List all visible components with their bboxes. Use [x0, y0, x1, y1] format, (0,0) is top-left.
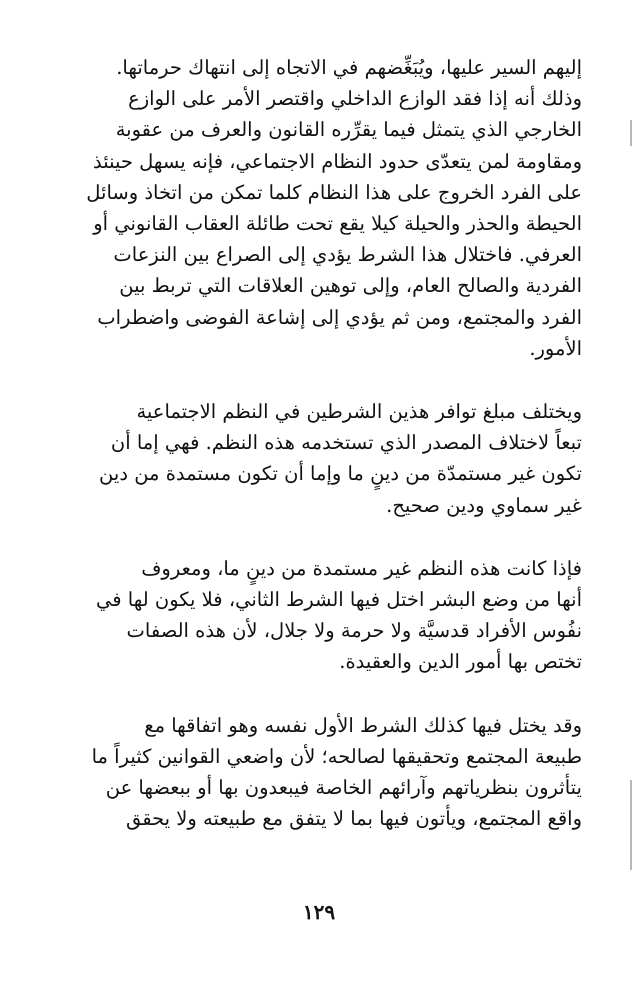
text-line: الحيطة والحذر والحيلة كيلا يقع تحت طائلة العقاب القانوني أو — [93, 212, 582, 236]
page-number: ١٢٩ — [302, 900, 336, 924]
paragraph-gap — [62, 521, 582, 553]
text-line: طبيعة المجتمع وتحقيقها لصالحه؛ لأن واضعي القوانين كثيراً ما — [91, 744, 582, 768]
text-line: واقع المجتمع، ويأتون فيها بما لا يتفق مع طبيعته ولا يحقق — [125, 807, 582, 831]
text-line: غير سماوي ودين صحيح. — [386, 493, 582, 517]
text-line: الفردية والصالح العام، وإلى توهين العلاقات التي تربط بين — [119, 274, 582, 298]
text-line: تختص بها أمور الدين والعقيدة. — [339, 650, 582, 674]
text-line: فإذا كانت هذه النظم غير مستمدة من دينٍ ما، ومعروف — [141, 556, 582, 580]
paragraph-2 — [62, 396, 582, 521]
text-line: إليهم السير عليها، ويُبَغِّضهم في الاتجاه إلى انتهاك حرماتها. — [116, 56, 582, 79]
text-line: تكون غير مستمدّة من دينٍ ما وإما أن تكون مستمدة من دين — [99, 462, 582, 486]
paragraph-3 — [62, 553, 582, 678]
text-line: تبعاً لاختلاف المصدر الذي تستخدمه هذه النظم. فهي إما أن — [110, 431, 582, 455]
paragraph-gap — [62, 678, 582, 710]
text-line: يتأثرون بنظرياتهم وآرائهم الخاصة فيبعدون بها أو ببعضها عن — [105, 776, 582, 800]
paragraph-1 — [62, 52, 582, 364]
text-line: الفرد والمجتمع، ومن ثم يؤدي إلى إشاعة الفوضى واضطراب — [97, 305, 582, 329]
scan-edge-mark — [630, 120, 632, 146]
text-line: ويختلف مبلغ توافر هذين الشرطين في النظم الاجتماعية — [136, 400, 582, 424]
paragraph-gap — [62, 364, 582, 396]
text-line: وذلك أنه إذا فقد الوازع الداخلي واقتصر الأمر على الوازع — [128, 87, 582, 111]
text-line: على الفرد الخروج على هذا النظام كلما تمكن من اتخاذ وسائل — [86, 180, 582, 204]
text-line: الأمور. — [529, 336, 582, 360]
text-line: نفُوس الأفراد قدسيَّة ولا حرمة ولا جلال، لأن هذه الصفات — [126, 619, 582, 643]
text-line: أنها من وضع البشر اختل فيها الشرط الثاني، فلا يكون لها في — [96, 588, 582, 612]
text-line: العرفي. فاختلال هذا الشرط يؤدي إلى الصراع بين النزعات — [113, 243, 582, 267]
paragraph-4 — [62, 710, 582, 835]
text-line: وقد يختل فيها كذلك الشرط الأول نفسه وهو اتفاقها مع — [144, 713, 582, 737]
page-body — [62, 52, 582, 834]
text-line: ومقاومة لمن يتعدّى حدود النظام الاجتماعي، فإنه يسهل حينئذ — [92, 149, 582, 173]
text-line: الخارجي الذي يتمثل فيما يقرِّره القانون والعرف من عقوبة — [115, 118, 582, 142]
scan-edge-mark — [630, 780, 632, 870]
